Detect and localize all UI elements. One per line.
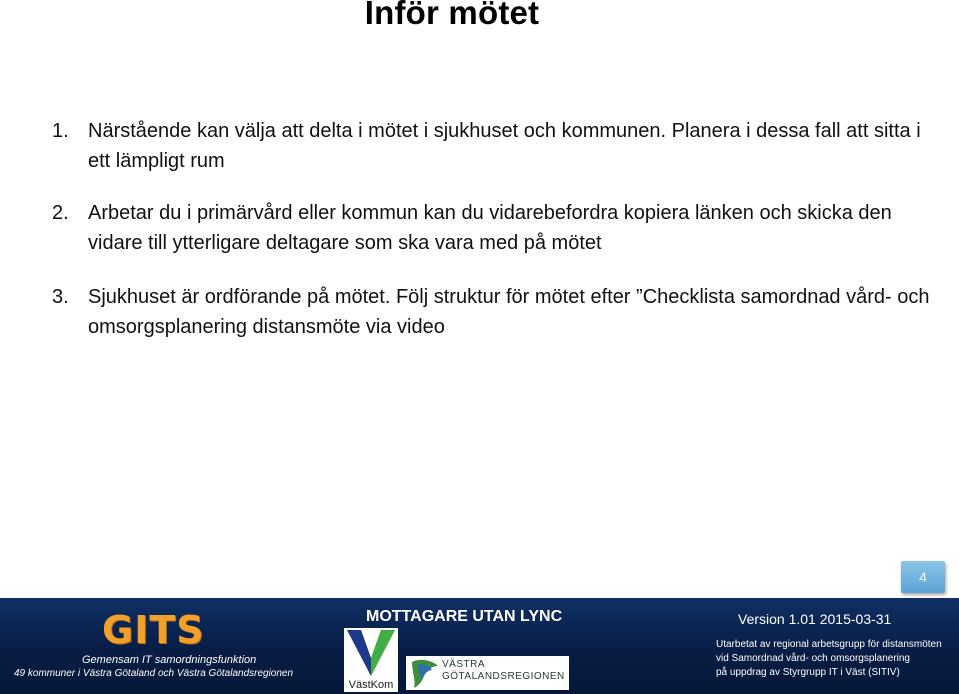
item-text: Närstående kan välja att delta i mötet i sjukhuset och kommunen. Planera i dessa fall att sitta i ett lämpligt rum — [88, 120, 921, 172]
version-info: Version 1.01 2015-03-31 — [738, 611, 892, 627]
vastkom-v-icon — [344, 628, 398, 678]
credit-text — [716, 638, 951, 680]
credit-line: vid Samordnad vård- och omsorgsplanering — [716, 653, 910, 664]
page-title: Inför mötet — [364, 0, 540, 31]
footer-heading: MOTTAGARE UTAN LYNC — [366, 608, 563, 625]
gits-logo: GITS — [102, 608, 205, 652]
item-number: 3. — [52, 286, 69, 308]
list-item — [52, 116, 932, 176]
item-number: 1. — [52, 120, 69, 142]
item-text: Sjukhuset är ordförande på mötet. Följ struktur för mötet efter ”Checklista samordnad vård- och omsorgsplanering distansmöte via video — [88, 286, 930, 338]
vastkom-logo — [344, 628, 398, 692]
item-number: 2. — [52, 202, 69, 224]
credit-line: på uppdrag av Styrgrupp IT i Väst (SITIV) — [716, 667, 900, 678]
item-text: Arbetar du i primärvård eller kommun kan du vidarebefordra kopiera länken och skicka den vidare till ytterligare deltagare som ska vara med på mötet — [88, 202, 892, 254]
gits-tagline: Gemensam IT samordningsfunktion — [82, 654, 257, 666]
vgr-logo — [406, 656, 569, 690]
agenda-list — [52, 116, 932, 366]
list-item — [52, 282, 932, 342]
vgr-name-line1: VÄSTRA — [442, 659, 486, 670]
vastkom-label: VästKom — [348, 679, 394, 691]
footer-banner — [0, 598, 959, 694]
vgr-leaf-icon — [408, 656, 442, 690]
list-item — [52, 198, 932, 258]
gits-member-line: 49 kommuner i Västra Götaland och Västra Götalandsregionen — [14, 668, 294, 679]
page-number-badge: 4 — [901, 561, 945, 593]
vgr-name-line2: GÖTALANDSREGIONEN — [442, 671, 565, 682]
credit-line: Utarbetat av regional arbetsgrupp för distansmöten — [716, 639, 942, 650]
